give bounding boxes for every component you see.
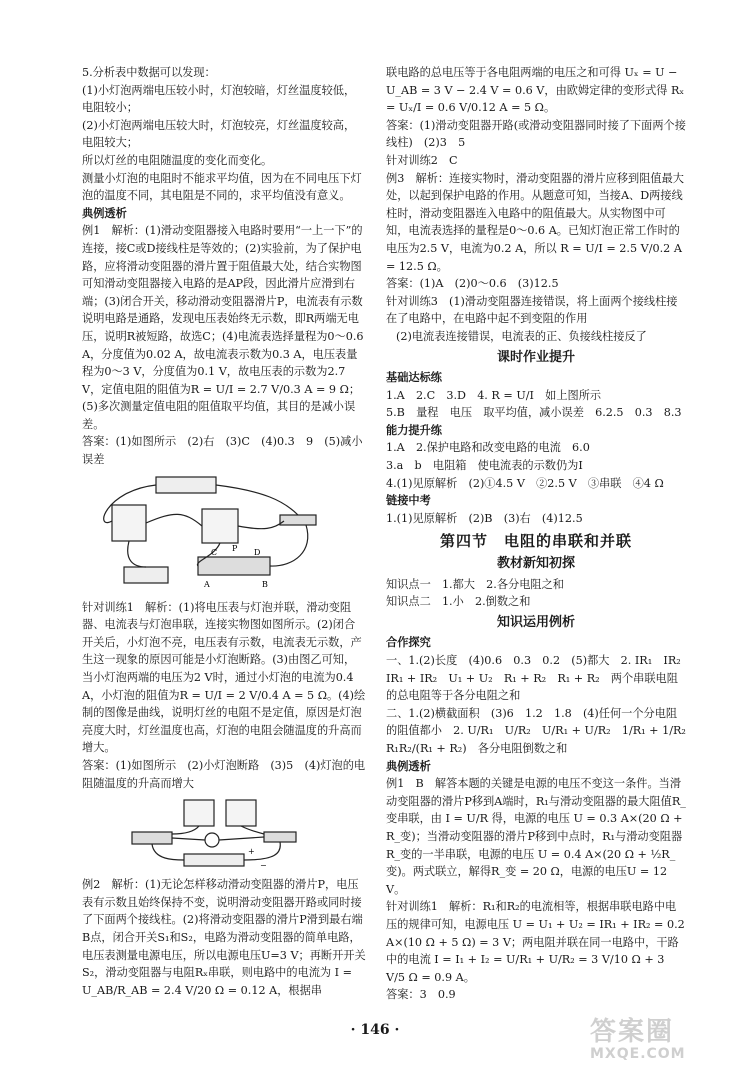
cooperative-answers-2: 二、1.(2)横截面积 (3)6 1.2 1.8 (4)任何一个分电阻的阻值都小 2. U/R₁ U/R₂ U/R₁ + U/R₂ 1/R₁ + 1/R₂ R₁R₂/(R₁ + R₂) 各分电阻倒数之和 [386, 706, 698, 755]
basic-answers-1: 1.A 2.C 3.D 4. R = U/I 如上图所示 [386, 388, 602, 402]
example-1-analysis: 例1 解析：(1)滑动变阻器接入电路时要用“一上一下”的连接，接C或D接线柱是等效的；(2)实验前，为了保护电路，应将滑动变阻器的滑片置于阻值最大处，结合实物图可知滑动变阻器接入电路的是AP段，因此滑片应滑到右端；(3)闭合开关，移动滑动变阻器滑片P，电流表有示数说明电路是通路，发现电压表始终无示数，即R两端无电压，说明R被短路，故选C；(4)电流表选择量程为0～0.6 A，分度值为0.02 A，故电流表示数为0.3 A，电压表量程为0～3 V，分度值为0.1 V，故电压表的示数为2.7 V，定值电阻的阻值为R = U/I = 2.7 V/0.3 A = 9 Ω；(5)多次测量定值电阻的阻值取平均值，其目的是减小误差。 [82, 224, 364, 431]
basic-practice-heading: 基础达标练 [386, 371, 442, 385]
example-3-analysis: 例3 解析：连接实物时，滑动变阻器的滑片应移到阻值最大处，以起到保护电路的作用。从题意可知，当接A、D两接线柱时，滑动变阻器连入电路中的阻值最大。从实物图中可知，电流表选择的量程是0～0.6 A。已知灯泡正常工作时的电压为2.5 V，电流为0.2 A，所以 R = U/I = 2.5 V/0.2 A = 12.5 Ω。 [386, 171, 684, 273]
knowledge-point-1: 知识点一 1.都大 2.各分电阻之和 [386, 577, 564, 591]
exam-link-heading: 链接中考 [386, 494, 431, 508]
analysis-point-1: (1)小灯泡两端电压较小时，灯泡较暗，灯丝温度较低，电阻较小； [82, 83, 356, 115]
series-training-1: 针对训练1 解析：R₁和R₂的电流相等，根据串联电路中电压的规律可知，电源电压 U = U₁ + U₂ = IR₁ + IR₂ = 0.2 A×(10 Ω + 5 Ω) = 3 V；两电阻并联在同一电路中，干路中的电流 I = I₁ + I₂ = U/R₁ + U/R₂ = 3 V/10 Ω + 3 V/5 Ω = 0.9 A。 [386, 900, 685, 984]
section-title: 第四节 电阻的串联和并联 [439, 532, 632, 551]
fig1-label-b: B [262, 579, 268, 589]
example-2-analysis: 例2 解析：(1)无论怎样移动滑动变阻器的滑片P，电压表有示数且始终保持不变，说明滑动变阻器开路或同时接了下面两个接线柱。(2)将滑动变阻器的滑片P滑到最右端B点，闭合开关S₁和S₂，电路为滑动变阻器的简单电路，电压表测量电源电压，所以电源电压U=3 V；再断开开关S₂，滑动变阻器与电阻Rₓ串联，则电路中的电流为 I = U_AB/R_AB = 2.4 V/20 Ω = 0.12 A，根据串 [82, 878, 366, 997]
watermark-line-1: 答案圈 [590, 1017, 675, 1047]
fig1-label-p: P [232, 543, 238, 553]
left-column [82, 64, 366, 999]
ability-answers-1: 1.A 2.保护电路和改变电路的电流 6.0 [386, 441, 590, 455]
homework-heading: 课时作业提升 [496, 349, 575, 365]
ability-answers-3: 4.(1)见原解析 (2)①4.5 V ②2.5 V ③串联 ④4 Ω [386, 476, 664, 490]
fig1-label-a: A [204, 579, 210, 589]
fig1-label-c: C [211, 547, 218, 557]
training-2: 针对训练2 C [386, 153, 458, 167]
ability-answers-2: 3.a b 电阻箱 使电流表的示数仍为I [386, 459, 583, 473]
fig2-label-plus: + [248, 847, 255, 857]
training-3-part-1: 针对训练3 (1)滑动变阻器连接错误，将上面两个接线柱接在了电路中，在电路中起不到变阻的作用 [386, 294, 678, 326]
exam-link-answers: 1.(1)见原解析 (2)B (3)右 (4)12.5 [386, 511, 583, 525]
example-1-answer: 答案：(1)如图所示 (2)右 (3)C (4)0.3 9 (5)减小误差 [82, 435, 363, 467]
typical-examples-heading: 典例透析 [386, 759, 431, 773]
analysis-note: 测量小灯泡的电阻时不能求平均值，因为在不同电压下灯泡的温度不同，其电阻是不同的，求平均值没有意义。 [82, 171, 362, 203]
analysis-intro: 5.分析表中数据可以发现： [82, 66, 216, 79]
basic-answers-2: 5.B 量程 电压 取平均值，减小误差 6.2.5 0.3 8.3 [386, 406, 682, 420]
analysis-point-2: (2)小灯泡两端电压较大时，灯泡较亮，灯丝温度较高，电阻较大； [82, 118, 356, 150]
circuit-figure-2 [124, 794, 324, 874]
watermark-logo [590, 1017, 746, 1078]
training-1-analysis: 针对训练1 解析：(1)将电压表与灯泡并联，滑动变阻器、电流表与灯泡串联，连接实物图如图所示。(2)闭合开关后，小灯泡不亮，电压表有示数，电流表无示数，产生这一现象的原因可能是小灯泡断路。(3)由图乙可知，当小灯泡两端的电压为2 V时，通过小灯泡的电流为0.4 A，小灯泡的阻值为R = U/I = 2 V/0.4 A = 5 Ω。(4)绘制的图像是曲线，说明灯丝的电阻不是定值，原因是灯泡亮度大时，灯丝温度也高，灯泡的电阻会随温度的升高而增大。 [82, 600, 366, 755]
cooperative-answers-1: 一、1.(2)长度 (4)0.6 0.3 0.2 (5)都大 2. IR₁ IR₂ IR₁ + IR₂ U₁ + U₂ R₁ + R₂ R₁ + R₂ 两个串联电阻的总电阻等于各分电阻之和 [386, 654, 692, 703]
watermark-line-2: MXQE.COM [590, 1045, 686, 1062]
training-1-answer: 答案：(1)如图所示 (2)小灯泡断路 (3)5 (4)灯泡的电阻随温度的升高而增大 [82, 759, 366, 790]
page-number: · 146 · [350, 1022, 400, 1038]
new-knowledge-heading: 教材新知初探 [496, 556, 575, 572]
cooperative-heading: 合作探究 [386, 636, 431, 650]
fig2-label-minus: − [260, 861, 267, 871]
series-training-1-answer: 答案：3 0.9 [386, 988, 456, 1002]
example-3-answer: 答案：(1)A (2)0～0.6 (3)12.5 [386, 277, 559, 291]
knowledge-point-2: 知识点二 1.小 2.倒数之和 [386, 595, 531, 609]
training-3-part-2: (2)电流表连接错误，电流表的正、负接线柱接反了 [396, 329, 647, 343]
analysis-conclusion: 所以灯丝的电阻随温度的变化而变化。 [82, 153, 273, 167]
application-heading: 知识运用例析 [496, 614, 575, 630]
right-column [386, 64, 698, 1004]
circuit-figure-1 [94, 471, 354, 597]
section-dianli-head: 典例透析 [82, 206, 127, 220]
ability-heading: 能力提升练 [386, 423, 442, 437]
fig1-label-d: D [254, 547, 261, 557]
example-2-answer: 答案：(1)滑动变阻器开路(或滑动变阻器同时接了下面两个接线柱) (2)3 5 [386, 118, 686, 150]
example-2-continued: 联电路的总电压等于各电阻两端的电压之和可得 Uₓ = U − U_AB = 3 V − 2.4 V = 0.6 V，由欧姆定律的变形式得 Rₓ = Uₓ/I = 0.6 V/0.12 A = 5 Ω。 [386, 66, 685, 115]
series-example-1: 例1 B 解答本题的关键是电源的电压不变这一条件。当滑动变阻器的滑片P移到A端时，R₁与滑动变阻器的最大阻值R_变串联，由 I = U/R 得，电源的电压 U = 0.3 A×(20 Ω + R_变)；当滑动变阻器的滑片P移到中点时，R₁与滑动变阻器R_变的一半串联，电源的电压 U = 0.4 A×(20 Ω + ½R_变)。两式联立，解得R_变 = 20 Ω，电源的电压U = 12 V。 [386, 777, 686, 896]
